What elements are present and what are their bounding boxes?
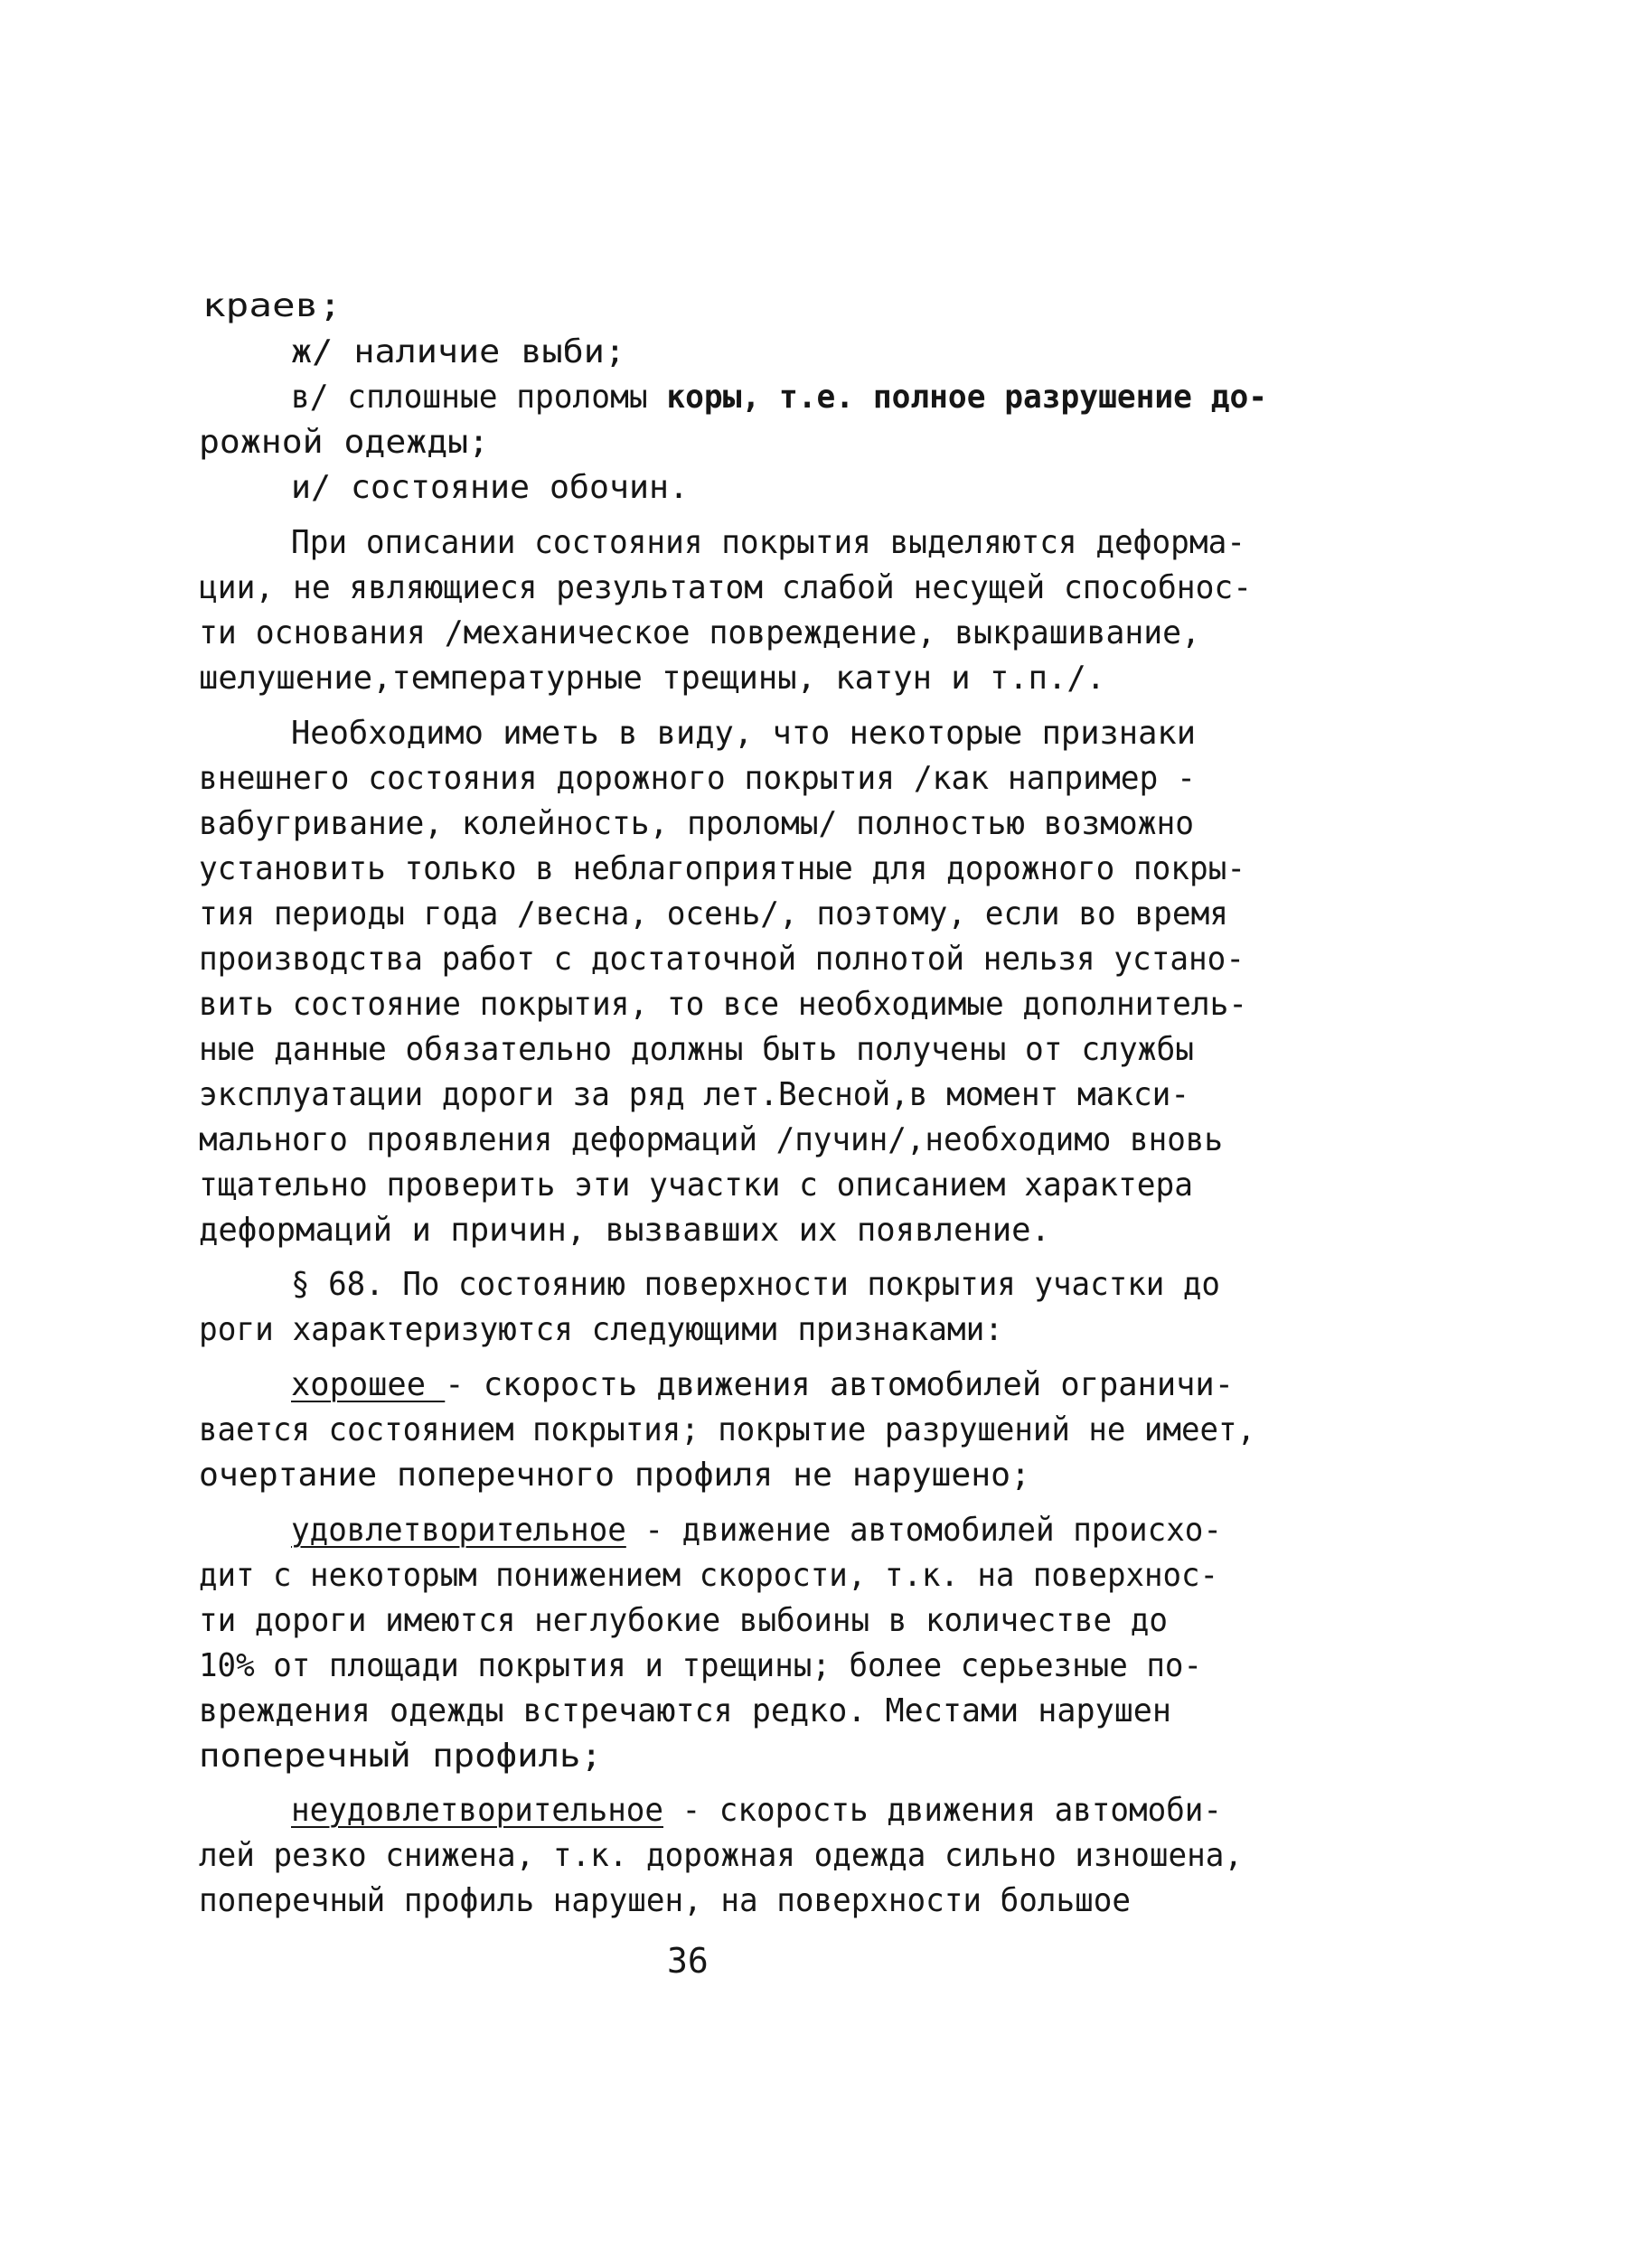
line-text: 10% от площади покрытия и трещины; более серьезные по- — [199, 1647, 1202, 1684]
line-text: вается состоянием покрытия; покрытие разрушений не имеет, — [199, 1411, 1255, 1448]
text-line — [199, 756, 1196, 801]
text-line — [291, 1262, 1220, 1307]
line-text: установить только в неблагоприятные для дорожного покры- — [199, 850, 1245, 887]
text-line — [202, 284, 342, 329]
underlined-term: хорошее — [291, 1366, 446, 1403]
line-text: краев; — [202, 287, 342, 324]
line-text: тщательно проверить эти участки с описанием характера — [199, 1167, 1193, 1204]
line-text: поперечный профиль нарушен, на поверхности большое — [199, 1882, 1131, 1919]
line-text: поперечный профиль; — [199, 1738, 602, 1775]
text-line — [199, 1307, 1003, 1353]
text-line — [199, 656, 1105, 701]
line-text: ти основания /механическое повреждение, выкрашивание, — [199, 614, 1200, 651]
line-text: мального проявления деформаций /пучин/,необходимо вновь — [199, 1121, 1223, 1158]
line-text: роги характеризуются следующими признаками: — [199, 1311, 1003, 1348]
line-text: - движение автомобилей происхо- — [625, 1512, 1222, 1549]
text-line — [199, 892, 1228, 937]
underlined-term: неудовлетворительное — [291, 1792, 664, 1829]
text-line — [199, 611, 1200, 656]
line-text: дит с некоторым понижением скорости, т.к. на поверхнос- — [199, 1557, 1218, 1594]
text-line — [199, 982, 1247, 1027]
text-line — [291, 1788, 1222, 1833]
text-line — [199, 566, 1252, 611]
line-text: в/ сплошные проломы коры, т.е. полное разрушение до- — [291, 379, 1267, 416]
text-line — [199, 1163, 1193, 1208]
line-text: ж/ наличие выби; — [291, 333, 625, 370]
text-line — [199, 937, 1245, 982]
text-line — [199, 420, 489, 465]
text-line — [199, 1208, 1050, 1253]
page-number: 36 — [667, 1941, 709, 1981]
text-line — [199, 1408, 1255, 1453]
text-line — [291, 330, 625, 375]
text-line — [199, 1879, 1131, 1924]
line-text: - скорость движения автомоби- — [663, 1792, 1222, 1829]
line-text: эксплуатации дороги за ряд лет.Весной,в момент макси- — [199, 1076, 1189, 1113]
text-line — [291, 711, 1196, 756]
text-line — [199, 1644, 1202, 1689]
line-text: вить состояние покрытия, то все необходимые дополнитель- — [199, 986, 1247, 1023]
text-line — [199, 1027, 1194, 1073]
text-line — [291, 1363, 1234, 1408]
line-text: и/ состояние обочин. — [291, 469, 689, 506]
text-line — [291, 520, 1245, 566]
text-line — [199, 1734, 602, 1779]
text-line — [199, 847, 1245, 892]
text-line — [199, 1073, 1189, 1118]
line-text: внешнего состояния дорожного покрытия /как например - — [199, 760, 1196, 797]
line-text: очертание поперечного профиля не нарушено; — [199, 1457, 1030, 1494]
text-line — [199, 1833, 1243, 1879]
text-line — [199, 1689, 1171, 1734]
line-text: ные данные обязательно должны быть получены от службы — [199, 1031, 1194, 1068]
line-text: производства работ с достаточной полнотой нельзя устано- — [199, 941, 1245, 978]
text-line — [199, 801, 1194, 847]
line-text: § 68. По состоянию поверхности покрытия участки до — [291, 1266, 1220, 1303]
line-text: рожной одежды; — [199, 424, 489, 461]
line-text: ции, не являющиеся результатом слабой несущей способнос- — [199, 569, 1252, 606]
underlined-term: удовлетворительное — [291, 1512, 626, 1549]
line-text: тия периоды года /весна, осень/, поэтому, если во время — [199, 895, 1228, 933]
line-text: Необходимо иметь в виду, что некоторые признаки — [291, 715, 1196, 752]
line-text: деформаций и причин, вызвавших их появление. — [199, 1212, 1050, 1249]
line-text: ти дороги имеются неглубокие выбоины в количестве до — [199, 1602, 1168, 1639]
line-text: При описании состояния покрытия выделяются деформа- — [291, 524, 1245, 561]
line-text: вабугривание, колейность, проломы/ полностью возможно — [199, 805, 1194, 842]
text-line — [199, 1598, 1168, 1644]
text-line — [199, 1453, 1030, 1498]
line-text: шелушение,температурные трещины, катун и т.п./. — [199, 660, 1105, 697]
text-line — [199, 1553, 1218, 1598]
text-line — [199, 1118, 1223, 1163]
line-text: вреждения одежды встречаются редко. Местами нарушен — [199, 1692, 1171, 1729]
line-text: лей резко снижена, т.к. дорожная одежда сильно изношена, — [199, 1837, 1243, 1874]
text-line — [291, 375, 1267, 420]
text-line — [291, 465, 689, 511]
line-text: - скорость движения автомобилей ограничи- — [445, 1366, 1234, 1403]
text-line — [291, 1508, 1222, 1553]
